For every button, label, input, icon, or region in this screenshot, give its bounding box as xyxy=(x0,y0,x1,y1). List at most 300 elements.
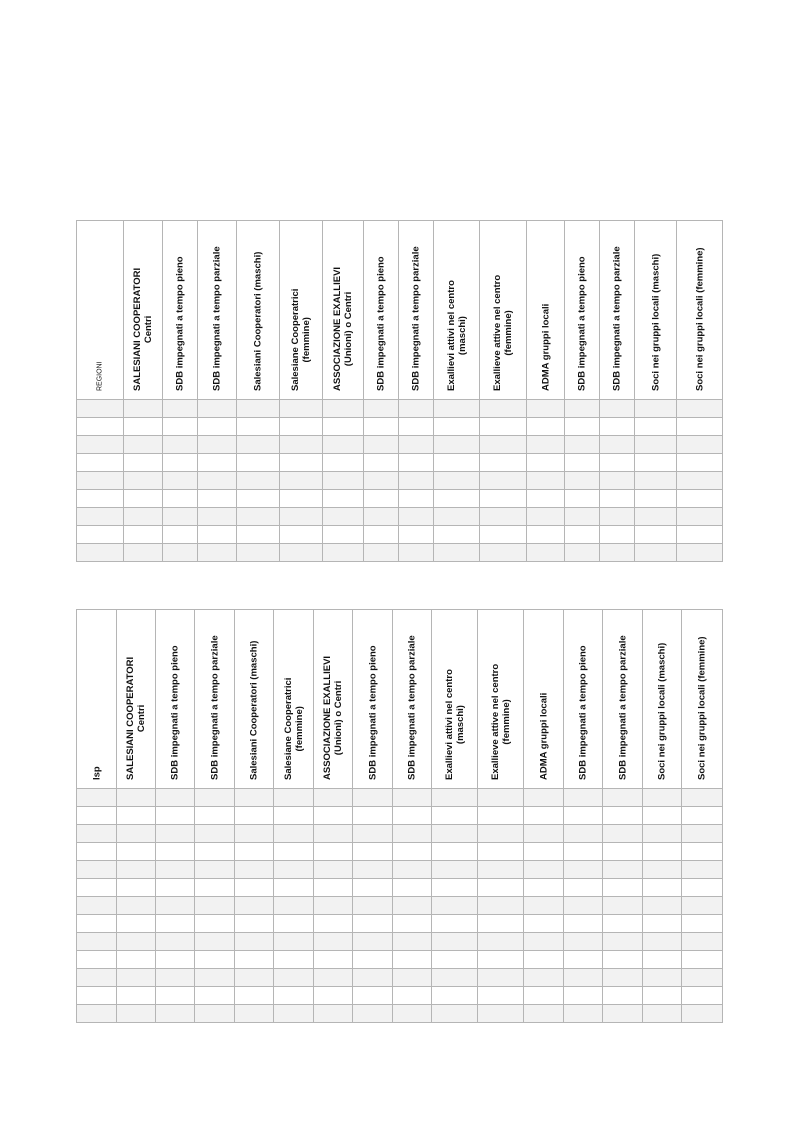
table-cell[interactable] xyxy=(235,951,274,969)
table-cell[interactable] xyxy=(432,861,478,879)
table-cell[interactable] xyxy=(432,807,478,825)
table-cell[interactable] xyxy=(643,1005,682,1023)
table-cell[interactable] xyxy=(77,861,117,879)
table-cell[interactable] xyxy=(235,843,274,861)
table-cell[interactable] xyxy=(163,544,198,562)
table-cell[interactable] xyxy=(565,544,600,562)
table-cell[interactable] xyxy=(393,825,432,843)
table-cell[interactable] xyxy=(603,969,643,987)
table-cell[interactable] xyxy=(565,400,600,418)
table-cell[interactable] xyxy=(77,897,117,915)
table-cell[interactable] xyxy=(195,825,235,843)
table-cell[interactable] xyxy=(274,1005,314,1023)
table-cell[interactable] xyxy=(527,472,565,490)
table-cell[interactable] xyxy=(314,969,353,987)
table-cell[interactable] xyxy=(237,436,280,454)
table-cell[interactable] xyxy=(524,789,564,807)
table-cell[interactable] xyxy=(600,490,635,508)
table-cell[interactable] xyxy=(77,969,117,987)
table-cell[interactable] xyxy=(77,951,117,969)
table-cell[interactable] xyxy=(274,843,314,861)
table-cell[interactable] xyxy=(643,843,682,861)
table-cell[interactable] xyxy=(432,843,478,861)
table-cell[interactable] xyxy=(77,1005,117,1023)
table-cell[interactable] xyxy=(353,951,393,969)
table-cell[interactable] xyxy=(77,987,117,1005)
table-cell[interactable] xyxy=(524,861,564,879)
table-cell[interactable] xyxy=(480,490,527,508)
table-cell[interactable] xyxy=(432,915,478,933)
table-cell[interactable] xyxy=(274,915,314,933)
table-cell[interactable] xyxy=(274,789,314,807)
table-cell[interactable] xyxy=(677,454,723,472)
table-cell[interactable] xyxy=(393,861,432,879)
table-cell[interactable] xyxy=(235,915,274,933)
table-cell[interactable] xyxy=(434,526,480,544)
table-cell[interactable] xyxy=(478,1005,524,1023)
table-cell[interactable] xyxy=(323,436,364,454)
table-cell[interactable] xyxy=(399,490,434,508)
table-cell[interactable] xyxy=(156,789,195,807)
table-cell[interactable] xyxy=(393,843,432,861)
table-cell[interactable] xyxy=(117,825,156,843)
table-cell[interactable] xyxy=(353,987,393,1005)
table-cell[interactable] xyxy=(399,454,434,472)
table-cell[interactable] xyxy=(364,436,399,454)
table-cell[interactable] xyxy=(195,969,235,987)
table-cell[interactable] xyxy=(478,933,524,951)
table-cell[interactable] xyxy=(682,987,723,1005)
table-cell[interactable] xyxy=(353,915,393,933)
table-cell[interactable] xyxy=(117,951,156,969)
table-cell[interactable] xyxy=(124,544,163,562)
table-cell[interactable] xyxy=(77,843,117,861)
table-cell[interactable] xyxy=(274,951,314,969)
table-cell[interactable] xyxy=(682,861,723,879)
table-cell[interactable] xyxy=(274,969,314,987)
table-cell[interactable] xyxy=(643,789,682,807)
table-cell[interactable] xyxy=(682,933,723,951)
table-cell[interactable] xyxy=(643,897,682,915)
table-cell[interactable] xyxy=(235,987,274,1005)
table-cell[interactable] xyxy=(480,418,527,436)
table-cell[interactable] xyxy=(393,1005,432,1023)
table-cell[interactable] xyxy=(565,526,600,544)
table-cell[interactable] xyxy=(314,807,353,825)
table-cell[interactable] xyxy=(235,825,274,843)
table-cell[interactable] xyxy=(195,789,235,807)
table-cell[interactable] xyxy=(274,861,314,879)
table-cell[interactable] xyxy=(600,436,635,454)
table-cell[interactable] xyxy=(524,897,564,915)
table-cell[interactable] xyxy=(603,807,643,825)
table-cell[interactable] xyxy=(478,879,524,897)
table-cell[interactable] xyxy=(480,472,527,490)
table-cell[interactable] xyxy=(603,897,643,915)
table-cell[interactable] xyxy=(314,879,353,897)
table-cell[interactable] xyxy=(600,472,635,490)
table-cell[interactable] xyxy=(198,472,237,490)
table-cell[interactable] xyxy=(314,861,353,879)
table-cell[interactable] xyxy=(274,825,314,843)
table-cell[interactable] xyxy=(274,879,314,897)
table-cell[interactable] xyxy=(399,400,434,418)
table-cell[interactable] xyxy=(682,807,723,825)
table-cell[interactable] xyxy=(117,789,156,807)
table-cell[interactable] xyxy=(635,544,677,562)
table-cell[interactable] xyxy=(393,879,432,897)
table-cell[interactable] xyxy=(399,508,434,526)
table-cell[interactable] xyxy=(600,526,635,544)
table-cell[interactable] xyxy=(480,400,527,418)
table-cell[interactable] xyxy=(237,472,280,490)
table-cell[interactable] xyxy=(280,400,323,418)
table-cell[interactable] xyxy=(198,526,237,544)
table-cell[interactable] xyxy=(480,526,527,544)
table-cell[interactable] xyxy=(198,508,237,526)
table-cell[interactable] xyxy=(600,454,635,472)
table-cell[interactable] xyxy=(565,436,600,454)
table-cell[interactable] xyxy=(124,454,163,472)
table-cell[interactable] xyxy=(432,897,478,915)
table-cell[interactable] xyxy=(364,508,399,526)
table-cell[interactable] xyxy=(527,418,565,436)
table-cell[interactable] xyxy=(635,436,677,454)
table-cell[interactable] xyxy=(314,897,353,915)
table-cell[interactable] xyxy=(235,969,274,987)
table-cell[interactable] xyxy=(314,987,353,1005)
table-cell[interactable] xyxy=(682,879,723,897)
table-cell[interactable] xyxy=(156,807,195,825)
table-cell[interactable] xyxy=(635,526,677,544)
table-cell[interactable] xyxy=(353,879,393,897)
table-cell[interactable] xyxy=(198,436,237,454)
table-cell[interactable] xyxy=(314,915,353,933)
table-cell[interactable] xyxy=(314,789,353,807)
table-cell[interactable] xyxy=(198,544,237,562)
table-cell[interactable] xyxy=(353,843,393,861)
table-cell[interactable] xyxy=(434,400,480,418)
table-cell[interactable] xyxy=(235,879,274,897)
table-cell[interactable] xyxy=(478,987,524,1005)
table-cell[interactable] xyxy=(117,1005,156,1023)
table-cell[interactable] xyxy=(364,472,399,490)
table-cell[interactable] xyxy=(364,490,399,508)
table-cell[interactable] xyxy=(682,897,723,915)
table-cell[interactable] xyxy=(432,951,478,969)
table-cell[interactable] xyxy=(77,400,124,418)
table-cell[interactable] xyxy=(393,933,432,951)
table-cell[interactable] xyxy=(399,418,434,436)
table-cell[interactable] xyxy=(117,915,156,933)
table-cell[interactable] xyxy=(635,472,677,490)
table-cell[interactable] xyxy=(432,987,478,1005)
table-cell[interactable] xyxy=(353,789,393,807)
table-cell[interactable] xyxy=(635,400,677,418)
table-cell[interactable] xyxy=(677,400,723,418)
table-cell[interactable] xyxy=(432,1005,478,1023)
table-cell[interactable] xyxy=(235,1005,274,1023)
table-cell[interactable] xyxy=(163,418,198,436)
table-cell[interactable] xyxy=(364,400,399,418)
table-cell[interactable] xyxy=(524,843,564,861)
table-cell[interactable] xyxy=(524,987,564,1005)
table-cell[interactable] xyxy=(527,544,565,562)
table-cell[interactable] xyxy=(643,879,682,897)
table-cell[interactable] xyxy=(235,807,274,825)
table-cell[interactable] xyxy=(478,807,524,825)
table-cell[interactable] xyxy=(235,897,274,915)
table-cell[interactable] xyxy=(280,436,323,454)
table-cell[interactable] xyxy=(198,418,237,436)
table-cell[interactable] xyxy=(434,418,480,436)
table-cell[interactable] xyxy=(527,454,565,472)
table-cell[interactable] xyxy=(274,897,314,915)
table-cell[interactable] xyxy=(677,472,723,490)
table-cell[interactable] xyxy=(564,897,603,915)
table-cell[interactable] xyxy=(163,454,198,472)
table-cell[interactable] xyxy=(643,933,682,951)
table-cell[interactable] xyxy=(565,472,600,490)
table-cell[interactable] xyxy=(323,544,364,562)
table-cell[interactable] xyxy=(237,490,280,508)
table-cell[interactable] xyxy=(323,490,364,508)
table-cell[interactable] xyxy=(314,825,353,843)
table-cell[interactable] xyxy=(564,987,603,1005)
table-cell[interactable] xyxy=(195,861,235,879)
table-cell[interactable] xyxy=(399,526,434,544)
table-cell[interactable] xyxy=(603,789,643,807)
table-cell[interactable] xyxy=(124,472,163,490)
table-cell[interactable] xyxy=(156,933,195,951)
table-cell[interactable] xyxy=(478,969,524,987)
table-cell[interactable] xyxy=(393,789,432,807)
table-cell[interactable] xyxy=(195,915,235,933)
table-cell[interactable] xyxy=(77,544,124,562)
table-cell[interactable] xyxy=(323,418,364,436)
table-cell[interactable] xyxy=(280,490,323,508)
table-cell[interactable] xyxy=(682,951,723,969)
table-cell[interactable] xyxy=(478,951,524,969)
table-cell[interactable] xyxy=(564,825,603,843)
table-cell[interactable] xyxy=(393,969,432,987)
table-cell[interactable] xyxy=(399,544,434,562)
table-cell[interactable] xyxy=(677,436,723,454)
table-cell[interactable] xyxy=(603,951,643,969)
table-cell[interactable] xyxy=(77,915,117,933)
table-cell[interactable] xyxy=(195,897,235,915)
table-cell[interactable] xyxy=(564,1005,603,1023)
table-cell[interactable] xyxy=(353,969,393,987)
table-cell[interactable] xyxy=(124,436,163,454)
table-cell[interactable] xyxy=(643,825,682,843)
table-cell[interactable] xyxy=(280,544,323,562)
table-cell[interactable] xyxy=(603,843,643,861)
table-cell[interactable] xyxy=(117,861,156,879)
table-cell[interactable] xyxy=(635,508,677,526)
table-cell[interactable] xyxy=(195,1005,235,1023)
table-cell[interactable] xyxy=(156,825,195,843)
table-cell[interactable] xyxy=(117,807,156,825)
table-cell[interactable] xyxy=(677,526,723,544)
table-cell[interactable] xyxy=(643,807,682,825)
table-cell[interactable] xyxy=(432,969,478,987)
table-cell[interactable] xyxy=(480,544,527,562)
table-cell[interactable] xyxy=(564,933,603,951)
table-cell[interactable] xyxy=(527,490,565,508)
table-cell[interactable] xyxy=(603,825,643,843)
table-cell[interactable] xyxy=(478,825,524,843)
table-cell[interactable] xyxy=(682,825,723,843)
table-cell[interactable] xyxy=(364,526,399,544)
table-cell[interactable] xyxy=(124,508,163,526)
table-cell[interactable] xyxy=(565,418,600,436)
table-cell[interactable] xyxy=(677,490,723,508)
table-cell[interactable] xyxy=(600,544,635,562)
table-cell[interactable] xyxy=(643,915,682,933)
table-cell[interactable] xyxy=(524,1005,564,1023)
table-cell[interactable] xyxy=(478,789,524,807)
table-cell[interactable] xyxy=(195,951,235,969)
table-cell[interactable] xyxy=(564,879,603,897)
table-cell[interactable] xyxy=(524,915,564,933)
table-cell[interactable] xyxy=(198,490,237,508)
table-cell[interactable] xyxy=(198,454,237,472)
table-cell[interactable] xyxy=(564,915,603,933)
table-cell[interactable] xyxy=(314,933,353,951)
table-cell[interactable] xyxy=(478,915,524,933)
table-cell[interactable] xyxy=(77,490,124,508)
table-cell[interactable] xyxy=(323,454,364,472)
table-cell[interactable] xyxy=(677,544,723,562)
table-cell[interactable] xyxy=(478,843,524,861)
table-cell[interactable] xyxy=(524,825,564,843)
table-cell[interactable] xyxy=(603,879,643,897)
table-cell[interactable] xyxy=(77,789,117,807)
table-cell[interactable] xyxy=(323,472,364,490)
table-cell[interactable] xyxy=(353,861,393,879)
table-cell[interactable] xyxy=(564,861,603,879)
table-cell[interactable] xyxy=(480,454,527,472)
table-cell[interactable] xyxy=(156,879,195,897)
table-cell[interactable] xyxy=(432,933,478,951)
table-cell[interactable] xyxy=(314,843,353,861)
table-cell[interactable] xyxy=(434,472,480,490)
table-cell[interactable] xyxy=(432,825,478,843)
table-cell[interactable] xyxy=(603,1005,643,1023)
table-cell[interactable] xyxy=(643,861,682,879)
table-cell[interactable] xyxy=(564,789,603,807)
table-cell[interactable] xyxy=(77,526,124,544)
table-cell[interactable] xyxy=(163,400,198,418)
table-cell[interactable] xyxy=(77,418,124,436)
table-cell[interactable] xyxy=(434,508,480,526)
table-cell[interactable] xyxy=(524,879,564,897)
table-cell[interactable] xyxy=(274,807,314,825)
table-cell[interactable] xyxy=(527,526,565,544)
table-cell[interactable] xyxy=(393,987,432,1005)
table-cell[interactable] xyxy=(163,490,198,508)
table-cell[interactable] xyxy=(77,879,117,897)
table-cell[interactable] xyxy=(280,472,323,490)
table-cell[interactable] xyxy=(393,951,432,969)
table-cell[interactable] xyxy=(635,418,677,436)
table-cell[interactable] xyxy=(524,807,564,825)
table-cell[interactable] xyxy=(323,526,364,544)
table-cell[interactable] xyxy=(564,807,603,825)
table-cell[interactable] xyxy=(77,807,117,825)
table-cell[interactable] xyxy=(117,897,156,915)
table-cell[interactable] xyxy=(117,987,156,1005)
table-cell[interactable] xyxy=(237,544,280,562)
table-cell[interactable] xyxy=(682,969,723,987)
table-cell[interactable] xyxy=(399,436,434,454)
table-cell[interactable] xyxy=(600,400,635,418)
table-cell[interactable] xyxy=(603,933,643,951)
table-cell[interactable] xyxy=(432,789,478,807)
table-cell[interactable] xyxy=(323,400,364,418)
table-cell[interactable] xyxy=(124,526,163,544)
table-cell[interactable] xyxy=(117,933,156,951)
table-cell[interactable] xyxy=(353,807,393,825)
table-cell[interactable] xyxy=(635,490,677,508)
table-cell[interactable] xyxy=(432,879,478,897)
table-cell[interactable] xyxy=(682,843,723,861)
table-cell[interactable] xyxy=(480,436,527,454)
table-cell[interactable] xyxy=(564,843,603,861)
table-cell[interactable] xyxy=(565,490,600,508)
table-cell[interactable] xyxy=(364,544,399,562)
table-cell[interactable] xyxy=(156,861,195,879)
table-cell[interactable] xyxy=(237,508,280,526)
table-cell[interactable] xyxy=(163,526,198,544)
table-cell[interactable] xyxy=(163,436,198,454)
table-cell[interactable] xyxy=(434,454,480,472)
table-cell[interactable] xyxy=(280,418,323,436)
table-cell[interactable] xyxy=(353,1005,393,1023)
table-cell[interactable] xyxy=(280,526,323,544)
table-cell[interactable] xyxy=(677,418,723,436)
table-cell[interactable] xyxy=(163,472,198,490)
table-cell[interactable] xyxy=(124,400,163,418)
table-cell[interactable] xyxy=(280,508,323,526)
table-cell[interactable] xyxy=(314,1005,353,1023)
table-cell[interactable] xyxy=(274,987,314,1005)
table-cell[interactable] xyxy=(393,897,432,915)
table-cell[interactable] xyxy=(480,508,527,526)
table-cell[interactable] xyxy=(682,915,723,933)
table-cell[interactable] xyxy=(280,454,323,472)
table-cell[interactable] xyxy=(237,418,280,436)
table-cell[interactable] xyxy=(353,825,393,843)
table-cell[interactable] xyxy=(564,969,603,987)
table-cell[interactable] xyxy=(195,879,235,897)
table-cell[interactable] xyxy=(434,544,480,562)
table-cell[interactable] xyxy=(323,508,364,526)
table-cell[interactable] xyxy=(77,436,124,454)
table-cell[interactable] xyxy=(235,789,274,807)
table-cell[interactable] xyxy=(353,897,393,915)
table-cell[interactable] xyxy=(643,987,682,1005)
table-cell[interactable] xyxy=(603,861,643,879)
table-cell[interactable] xyxy=(195,933,235,951)
table-cell[interactable] xyxy=(393,807,432,825)
table-cell[interactable] xyxy=(434,436,480,454)
table-cell[interactable] xyxy=(77,508,124,526)
table-cell[interactable] xyxy=(527,436,565,454)
table-cell[interactable] xyxy=(565,454,600,472)
table-cell[interactable] xyxy=(237,454,280,472)
